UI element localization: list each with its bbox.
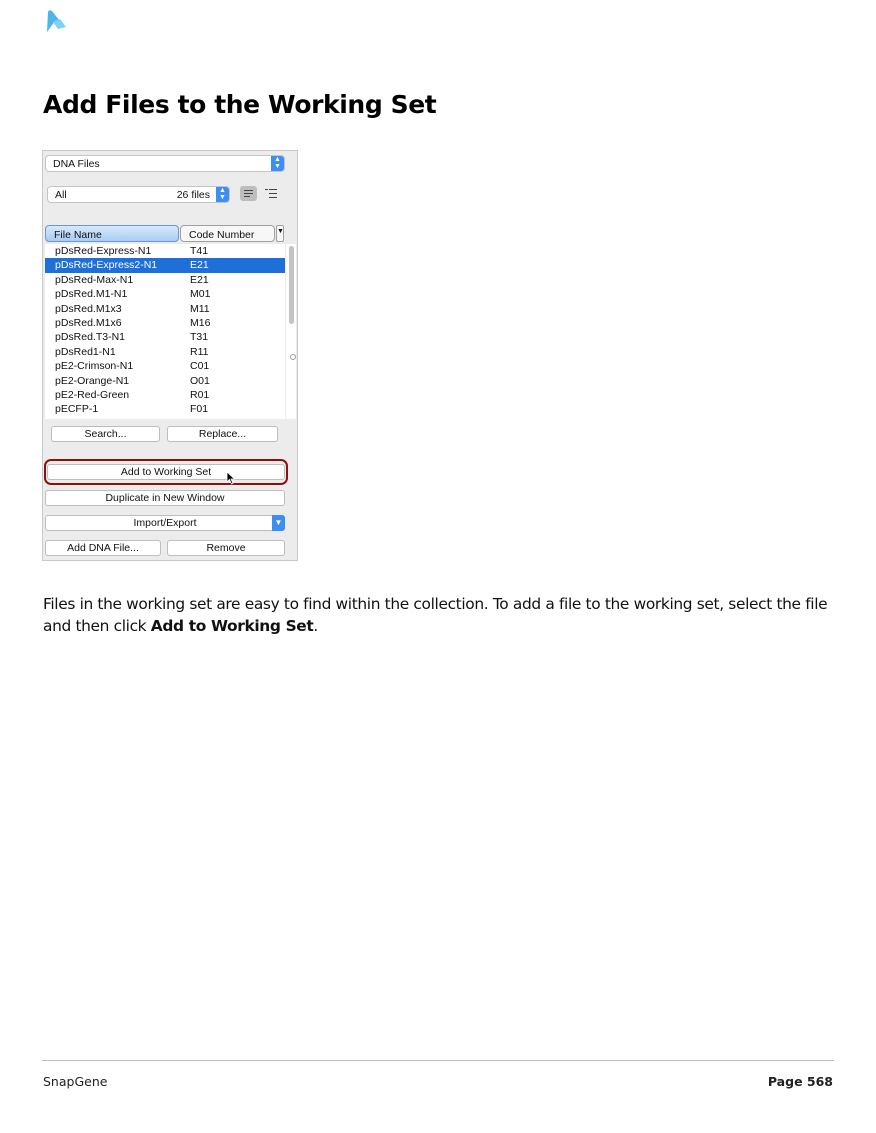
file-name-cell: pE2-Orange-N1 (55, 374, 130, 387)
column-header-label: Code Number (189, 229, 255, 241)
list-view-button[interactable] (240, 186, 257, 201)
file-name-cell: pECFP-1 (55, 403, 99, 416)
column-header-file-name[interactable] (45, 225, 179, 242)
paragraph-bold: Add to Working Set (150, 617, 314, 635)
file-list-row[interactable] (45, 287, 285, 301)
code-number-cell: R11 (190, 345, 209, 358)
code-number-cell: E21 (190, 259, 209, 272)
add-to-working-set-button[interactable]: Add to Working Set (47, 464, 285, 480)
filter-select[interactable] (47, 186, 230, 203)
code-number-cell: F01 (190, 403, 209, 416)
code-number-cell: T31 (190, 331, 209, 344)
body-paragraph (43, 593, 843, 637)
file-name-cell: pDsRed-Express2-N1 (55, 259, 158, 272)
file-name-cell: pE2-Red-Green (55, 388, 130, 401)
file-name-cell: pDsRed-Max-N1 (55, 273, 134, 286)
page-title: Add Files to the Working Set (43, 90, 437, 119)
collection-panel (42, 150, 298, 561)
remove-button[interactable]: Remove (167, 540, 285, 556)
footer-divider (42, 1060, 834, 1061)
mouse-pointer-icon (226, 471, 236, 485)
filter-select-label: All (55, 189, 67, 201)
outline-view-button[interactable] (262, 186, 279, 201)
file-list-row[interactable] (45, 345, 285, 359)
file-name-cell: pDsRed.M1x6 (55, 316, 122, 329)
file-name-cell: pDsRed.M1-N1 (55, 288, 128, 301)
column-header-code-number[interactable] (180, 225, 275, 242)
file-name-cell: pDsRed.T3-N1 (55, 331, 126, 344)
footer-page-number: Page 568 (767, 1074, 833, 1089)
file-list-row[interactable] (45, 316, 285, 330)
code-number-cell: T41 (190, 245, 209, 257)
column-menu-button[interactable] (276, 225, 284, 242)
file-list-row[interactable] (45, 359, 285, 373)
file-list (45, 244, 285, 419)
file-list-row[interactable] (45, 330, 285, 344)
code-number-cell: R01 (190, 388, 210, 401)
search-button[interactable]: Search... (51, 426, 160, 442)
import-export-label: Import/Export (133, 517, 197, 529)
scroll-thumb[interactable] (289, 246, 294, 324)
file-count: 26 files (176, 189, 210, 201)
collection-select[interactable] (45, 155, 285, 172)
file-list-row[interactable] (45, 374, 285, 388)
collection-select-label: DNA Files (53, 158, 100, 170)
paragraph-text-end: . (313, 617, 318, 635)
scrollbar[interactable] (286, 244, 296, 419)
file-list-row[interactable] (45, 402, 285, 416)
file-list-row[interactable] (45, 302, 285, 316)
file-list-row[interactable] (45, 273, 285, 287)
replace-button[interactable]: Replace... (167, 426, 278, 442)
snapgene-logo-icon (44, 8, 70, 34)
code-number-cell: O01 (190, 374, 210, 387)
resize-grip-icon[interactable] (290, 354, 296, 360)
chevron-updown-icon: ▲ ▼ (216, 187, 229, 202)
file-name-cell: pDsRed-Express-N1 (55, 245, 152, 257)
file-name-cell: pE2-Crimson-N1 (55, 360, 134, 373)
chevron-down-icon: ▼ (272, 515, 285, 531)
add-dna-file-button[interactable]: Add DNA File... (45, 540, 161, 556)
chevron-updown-icon: ▲ ▼ (271, 156, 284, 171)
file-name-cell: pDsRed.M1x3 (55, 302, 122, 315)
chevron-down-icon: ▼ (277, 228, 284, 235)
code-number-cell: M01 (190, 288, 211, 301)
file-list-row[interactable] (45, 244, 285, 258)
footer-product: SnapGene (43, 1074, 108, 1089)
highlight-ring (44, 459, 288, 485)
paragraph-text: Files in the working set are easy to find within the collection. To add a file to the working set, select the file and then click (43, 595, 828, 635)
code-number-cell: M16 (190, 316, 211, 329)
file-name-cell: pDsRed1-N1 (55, 345, 116, 358)
file-list-row[interactable] (45, 258, 285, 272)
column-header-label: File Name (54, 229, 102, 241)
file-list-row[interactable] (45, 388, 285, 402)
duplicate-in-new-window-button[interactable]: Duplicate in New Window (45, 490, 285, 506)
code-number-cell: C01 (190, 360, 210, 373)
code-number-cell: E21 (190, 273, 209, 286)
code-number-cell: M11 (190, 302, 210, 315)
import-export-select[interactable] (45, 515, 285, 531)
